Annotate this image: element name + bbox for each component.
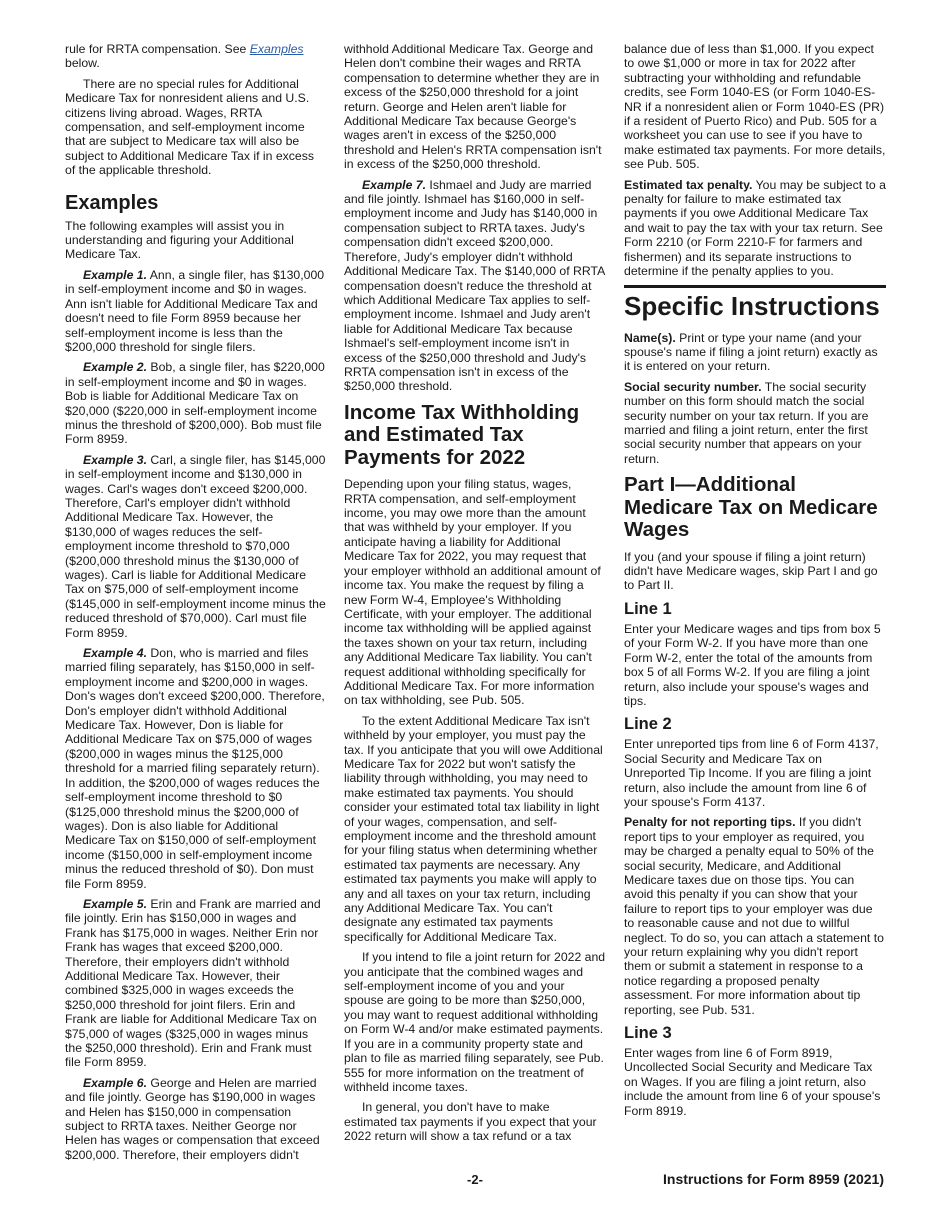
paragraph-names: Name(s). Print or type your name (and your spouse's name if filing a joint return) exactly as it is entered on your return. — [624, 330, 878, 374]
heading-line-3: Line 3 — [624, 1024, 672, 1043]
paragraph-joint-return: If you intend to file a joint return for 2022 and you anticipate that the combined wages and self-employment income of you and your spouse are going to be more than $250,000, you may want to request additional withholding on Form W-4 and/or make estimated payments. If you are in a community property state and plan to file as married filing separately, see Pub. 555 for more information on the treatment of withheld income taxes. — [344, 950, 606, 1094]
paragraph-rrta-rule: rule for RRTA compensation. See Examples below. — [65, 42, 304, 71]
paragraph-balance-due: balance due of less than $1,000. If you expect to owe $1,000 or more in tax for 2022 after subtracting your withholding and refundable credits, see Form 1040-ES (or Form 1040-ES-NR if a nonresident alien or Form 1040-ES (PR) if a resident of Puerto Rico) and Pub. 505 for a worksheet you can use to see if you have to make estimated tax payments. For more details, see Pub. 505. — [624, 42, 886, 172]
heading-line-1: Line 1 — [624, 599, 672, 618]
example-1: Example 1. Ann, a single filer, has $130,000 in self-employment income and $0 in wages. Ann isn't liable for Additional Medicare Tax and doesn't need to file Form 8959 because her self-employment income is less than the $200,000 threshold for single filers. — [65, 267, 325, 354]
column-left — [65, 42, 327, 1168]
paragraph-line-3: Enter wages from line 6 of Form 8919, Uncollected Social Security and Medicare Tax on Wages. If you are filing a joint return, also include the amount from line 6 of your spouse's Form 8919. — [624, 1046, 881, 1118]
paragraph-examples-intro: The following examples will assist you in understanding and figuring your Additional Medicare Tax. — [65, 218, 294, 262]
example-2: Example 2. Bob, a single filer, has $220,000 in self-employment income and $0 in wages. Bob is liable for Additional Medicare Tax on $20,000 ($220,000 in self-employment income minus the threshold of $200,000). Bob must file Form 8959. — [65, 360, 325, 447]
paragraph-ssn: Social security number. The social security number on this form should match the social security number on your tax return. If you are married and filing a joint return, enter the first social security number that appears on your return. — [624, 379, 869, 466]
heading-line-2: Line 2 — [624, 715, 672, 734]
example-5: Example 5. Erin and Frank are married and file jointly. Erin has $150,000 in wages and Frank has $175,000 in wages. Neither Erin nor Frank has wages that exceed $200,000. Therefore, their employers didn't withhold Additional Medicare Tax. However, their combined $325,000 in wages exceeds the $250,000 threshold for joint filers. Erin and Frank are liable for Additional Medicare Tax on $75,000 of wages ($325,000 in wages minus the $250,000 threshold). Erin and Frank must file Form 8959. — [65, 896, 321, 1070]
examples-link[interactable]: Examples — [249, 42, 304, 56]
column-middle — [344, 42, 606, 1150]
example-3: Example 3. Carl, a single filer, has $145,000 in self-employment income and $130,000 in wages. Carl's wages don't exceed $200,000. Therefore, Carl's employer didn't withhold Additional Medicare Tax. However, the $130,000 of wages reduces the self-employment income threshold to $70,000 ($200,000 threshold minus the $130,000 of wages). Carl is liable for Additional Medicare Tax on $75,000 of self-employment income ($145,000 in self-employment income minus the reduced threshold of $70,000). Carl must file Form 8959. — [65, 452, 326, 640]
heading-examples: Examples — [65, 191, 159, 214]
paragraph-tips-penalty: Penalty for not reporting tips. If you didn't report tips to your employer as required, you may be charged a penalty equal to 50% of the social security, Medicare, and Additional Medicare taxes due on those tips. You can avoid this penalty if you can show that your failure to report tips to your employer was due to reasonable cause and not due to willful neglect. To do so, you can attach a statement to your return explaining why you didn't report them or submit a statement in response to a notice regarding a proposed penalty assessment. For more information about tip reporting, see Pub. 531. — [624, 815, 884, 1017]
paragraph-no-special-rules: There are no special rules for Additional Medicare Tax for nonresident aliens and U.S. citizens living abroad. Wages, RRTA compensation, and self-employment income that are subject to Medicare tax will also be subject to Additional Medicare Tax if in excess of the applicable threshold. — [65, 76, 314, 178]
page-number: -2- — [467, 1172, 483, 1187]
column-right — [624, 42, 886, 1124]
paragraph-example-6-continued: withhold Additional Medicare Tax. George and Helen don't combine their wages and RRTA compensation to determine whether they are in excess of the $250,000 threshold for a joint return. George and Helen aren't liable for Additional Medicare Tax because George's wages aren't in excess of the $250,000 threshold and Helen's RRTA compensation isn't in excess of the $250,000 threshold. — [344, 42, 602, 172]
heading-specific-instructions: Specific Instructions — [624, 285, 886, 321]
paragraph-withholding: Depending upon your filing status, wages, RRTA compensation, and self-employment income, you may owe more than the amount that was withheld by your employer. If you anticipate having a liability for Additional Medicare Tax for 2022, you may request that your employer withhold an additional amount of income tax. You make the request by filing a new Form W-4, Employee's Withholding Certificate, with your employer. The additional income tax withholding will be applied against the taxes shown on your tax return, including any Additional Medicare Tax liability. You can't request additional withholding specifically for Additional Medicare Tax. For more information on tax withholding, see Pub. 505. — [344, 477, 601, 708]
example-4: Example 4. Don, who is married and files married filing separately, has $150,000 in self-employment income and $200,000 in wages. Don's wages don't exceed $200,000. Therefore, Don's employer didn't withhold Additional Medicare Tax. However, Don is liable for Additional Medicare Tax on $75,000 of wages ($200,000 in wages minus the $125,000 threshold for a married filing separately return). In addition, the $200,000 of wages reduces the self-employment income threshold to $0 ($125,000 threshold minus the $200,000 of wages). Don is also liable for Additional Medicare Tax on $150,000 of self-employment income ($150,000 in self-employment income minus the reduced threshold of $0). Don must file Form 8959. — [65, 646, 325, 891]
paragraph-estimated-payments: To the extent Additional Medicare Tax isn't withheld by your employer, you must pay the tax. If you anticipate that you will owe Additional Medicare Tax for 2022 but won't satisfy the liability through withholding, you may need to make estimated tax payments. You should consider your estimated total tax liability in light of your wages, compensation, and self-employment income and the threshold amount for your filing status when determining whether estimated tax payments are necessary. Any estimated tax payments you make will apply to any and all taxes on your tax return, including any Additional Medicare Tax. You can't designate any estimated tax payments specifically for Additional Medicare Tax. — [344, 713, 603, 944]
paragraph-part-1-intro: If you (and your spouse if filing a joint return) didn't have Medicare wages, skip Part I and go to Part II. — [624, 549, 878, 593]
paragraph-line-2: Enter unreported tips from line 6 of Form 4137, Social Security and Medicare Tax on Unreported Tip Income. If you are filing a joint return, also include the amount from line 6 of your spouse's Form 4137. — [624, 737, 879, 809]
paragraph-estimated-tax-penalty: Estimated tax penalty. You may be subject to a penalty for failure to make estimated tax payments if you owe Additional Medicare Tax and wait to pay the tax with your tax return. See Form 2210 (or Form 2210-F for farmers and fishermen) and its separate instructions to determine if the penalty applies to you. — [624, 177, 886, 279]
paragraph-line-1: Enter your Medicare wages and tips from box 5 of your Form W-2. If you have more than one Form W-2, enter the total of the amounts from box 5 of all Forms W-2. If you are filing a joint return, also include your spouse's wages and tips. — [624, 621, 881, 708]
example-6: Example 6. George and Helen are married and file jointly. George has $190,000 in wages and Helen has $150,000 in compensation subject to RRTA taxes. Neither George nor Helen has wages or compensation that exceed $200,000. Therefore, their employers didn't — [65, 1075, 320, 1162]
paragraph-general-rule: In general, you don't have to make estimated tax payments if you expect that your 2022 return will show a tax refund or a tax — [344, 1100, 597, 1144]
heading-income-tax-withholding: Income Tax Withholding and Estimated Tax Payments for 2022 — [344, 400, 580, 469]
heading-part-1: Part I—Additional Medicare Tax on Medicare Wages — [624, 473, 878, 542]
footer-form-title: Instructions for Form 8959 (2021) — [663, 1171, 884, 1187]
example-7: Example 7. Ishmael and Judy are married and file jointly. Ishmael has $160,000 in self-employment income and Judy has $140,000 in compensation subject to RRTA taxes. Judy's compensation didn't exceed $200,000. Therefore, Judy's employer didn't withhold Additional Medicare Tax. The $140,000 of RRTA compensation doesn't reduce the threshold at which Additional Medicare Tax applies to self-employment income. Ishmael and Judy aren't liable for Additional Medicare Tax because Ishmael's self-employment income isn't in excess of the $250,000 threshold and Judy's RRTA compensation isn't in excess of the $250,000 threshold. — [344, 177, 605, 394]
